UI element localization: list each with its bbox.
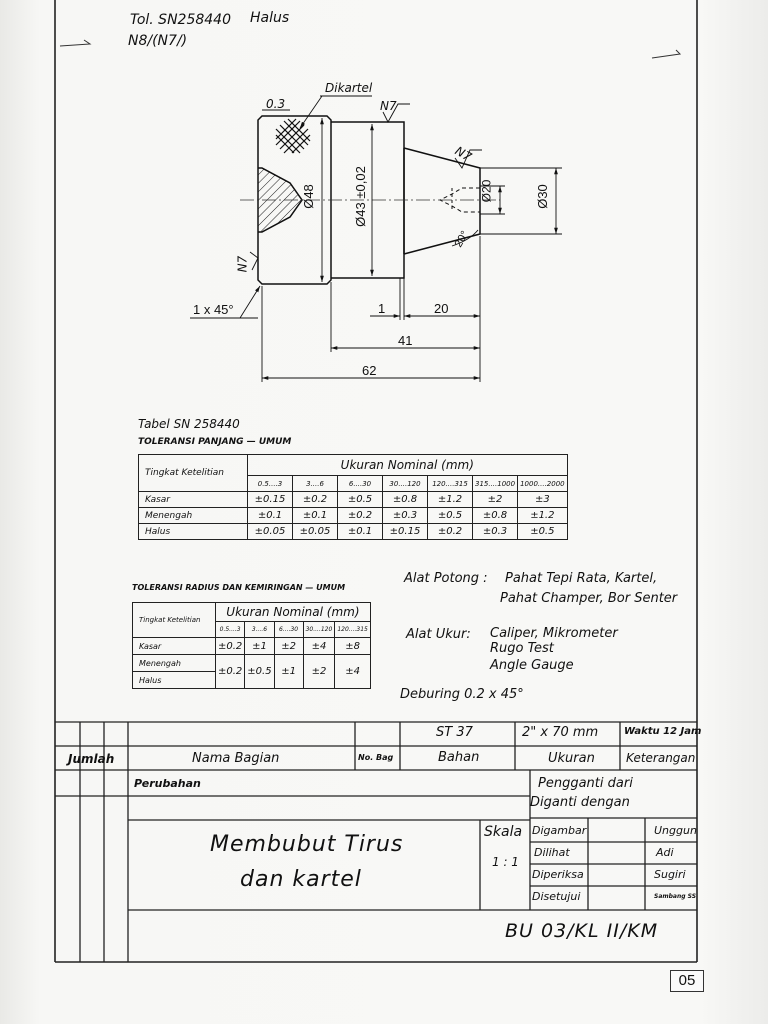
table-cell: ±0.05 — [293, 524, 338, 540]
table-cell: ±2 — [303, 655, 335, 689]
table-cell: ±0.2 — [216, 655, 245, 689]
table-col-header: 120....315 — [335, 622, 371, 638]
table-cell: ±0.3 — [473, 524, 518, 540]
col-nama-bagian: Nama Bagian — [192, 751, 280, 766]
table-row — [133, 638, 371, 655]
table-cell: ±0.2 — [293, 492, 338, 508]
table-cell: ±4 — [335, 655, 371, 689]
surface-mark-n7: N7 — [452, 143, 475, 165]
checked-label: Dilihat — [534, 846, 570, 859]
table-row-label: Menengah — [139, 508, 248, 524]
table-cell: ±0.5 — [518, 524, 568, 540]
table-cell: ±4 — [303, 638, 335, 655]
measuring-tools-3: Angle Gauge — [490, 658, 574, 673]
dim-d43: Ø43 ±0,02 — [352, 166, 368, 227]
scale-label: Skala — [484, 824, 523, 840]
table-cell: ±0.5 — [338, 492, 383, 508]
table-row — [139, 524, 568, 540]
table1-title: Tabel SN 258440 — [138, 417, 240, 431]
table-cell: ±1 — [274, 655, 303, 689]
inspected-name: Sugiri — [654, 868, 686, 881]
dim-chamfer: 1 x 45° — [193, 302, 234, 317]
table-cell: ±0.8 — [383, 492, 428, 508]
table-col-header: 315....1000 — [473, 476, 518, 492]
col-keterangan: Keterangan — [626, 751, 696, 765]
table-cell: ±1 — [245, 638, 274, 655]
table-cell: ±0.3 — [383, 508, 428, 524]
table-col-header: 30....120 — [383, 476, 428, 492]
table-cell: ±0.1 — [293, 508, 338, 524]
dim-d48: Ø48 — [300, 184, 316, 209]
table-cell: ±0.15 — [248, 492, 293, 508]
cutting-tools-label: Alat Potong : — [404, 571, 488, 586]
dim-len-20: 20 — [434, 301, 449, 316]
time-allotted: Waktu 12 Jam — [624, 726, 702, 737]
surface-finish-symbol: N8/(N7/) — [128, 33, 188, 49]
dim-len-62: 62 — [362, 363, 377, 378]
dim-len-1: 1 — [378, 301, 386, 316]
checked-name: Adi — [656, 846, 674, 859]
surface-mark-n7: N7 — [380, 99, 397, 113]
approved-name: Sambang SS — [654, 893, 697, 900]
table-cell: ±0.5 — [428, 508, 473, 524]
table-cell: ±2 — [274, 638, 303, 655]
scale-value: 1 : 1 — [492, 855, 519, 869]
table-cell: ±0.05 — [248, 524, 293, 540]
table-row-label: Kasar — [133, 638, 216, 655]
table-col-header: 3....6 — [293, 476, 338, 492]
table-row-label: Menengah — [133, 655, 216, 672]
cutting-tools-2: Pahat Champer, Bor Senter — [500, 591, 678, 606]
col-bahan: Bahan — [438, 750, 480, 765]
tolerance-class: Halus — [250, 10, 290, 26]
drawing-title-1: Membubut Tirus — [210, 832, 404, 857]
table-row — [139, 492, 568, 508]
measuring-tools-label: Alat Ukur: — [406, 627, 471, 642]
table1-row-header: Tingkat Ketelitian — [139, 455, 248, 492]
table-cell: ±0.2 — [216, 638, 245, 655]
table-cell: ±2 — [473, 492, 518, 508]
table-cell: ±8 — [335, 638, 371, 655]
table-col-header: 3....6 — [245, 622, 274, 638]
replaces-label: Pengganti dari — [538, 776, 633, 791]
tolerance-length-table — [138, 454, 568, 540]
table-row — [139, 508, 568, 524]
surface-mark-n7: N7 — [235, 255, 250, 273]
table-col-header: 0.5....3 — [248, 476, 293, 492]
deburring-note: Deburing 0.2 x 45° — [400, 687, 524, 702]
revisions-label: Perubahan — [134, 777, 201, 790]
table1-group-header: Ukuran Nominal (mm) — [248, 455, 568, 476]
table-row-label: Halus — [139, 524, 248, 540]
table-cell: ±0.8 — [473, 508, 518, 524]
table-cell: ±1.2 — [518, 508, 568, 524]
table-row — [133, 655, 371, 672]
approved-label: Disetujui — [532, 890, 581, 903]
table-cell: ±0.2 — [428, 524, 473, 540]
dim-len-41: 41 — [398, 333, 413, 348]
measuring-tools-2: Rugo Test — [490, 641, 554, 656]
dim-angle: 20° — [452, 229, 472, 250]
table-col-header: 6....30 — [274, 622, 303, 638]
table-row-label: Kasar — [139, 492, 248, 508]
chamfer-note: 0.3 — [266, 97, 286, 111]
table-col-header: 30....120 — [303, 622, 335, 638]
col-ukuran: Ukuran — [548, 751, 595, 766]
tolerance-radius-table — [132, 602, 371, 689]
col-no-bag: No. Bag — [358, 753, 394, 762]
dim-d20: Ø20 — [479, 179, 494, 203]
table-cell: ±0.15 — [383, 524, 428, 540]
table-cell: ±1.2 — [428, 492, 473, 508]
col-jumlah: Jumlah — [68, 752, 115, 766]
inspected-label: Diperiksa — [532, 868, 584, 881]
table-row-label: Halus — [133, 672, 216, 689]
material: ST 37 — [436, 725, 473, 740]
table1-subtitle: TOLERANSI PANJANG — UMUM — [138, 437, 292, 447]
table-col-header: 0.5....3 — [216, 622, 245, 638]
measuring-tools-1: Caliper, Mikrometer — [490, 626, 618, 641]
tolerance-label: Tol. SN258440 — [130, 12, 231, 28]
table-col-header: 120....315 — [428, 476, 473, 492]
dimension-lines — [190, 96, 562, 382]
stock-size: 2" x 70 mm — [522, 725, 599, 740]
page-number: 05 — [670, 970, 704, 992]
table-cell: ±0.2 — [338, 508, 383, 524]
drawing-title-2: dan kartel — [240, 867, 362, 892]
table-col-header: 6....30 — [338, 476, 383, 492]
dim-d30: Ø30 — [534, 184, 550, 209]
knurl-label: Dikartel — [325, 81, 373, 95]
drawn-by-label: Digambar — [532, 824, 587, 837]
table2-row-header: Tingkat Ketelitian — [133, 603, 216, 638]
knurl-pattern — [276, 119, 310, 153]
table2-group-header: Ukuran Nominal (mm) — [216, 603, 371, 622]
table2-title: TOLERANSI RADIUS DAN KEMIRINGAN — UMUM — [132, 583, 346, 592]
drawing-number: BU 03/KL II/KM — [505, 920, 659, 942]
table-cell: ±0.5 — [245, 655, 274, 689]
table-col-header: 1000....2000 — [518, 476, 568, 492]
table-cell: ±0.1 — [248, 508, 293, 524]
drawn-by-name: Unggun — [654, 824, 697, 837]
replaced-by-label: Diganti dengan — [530, 795, 630, 810]
table-cell: ±3 — [518, 492, 568, 508]
cutting-tools-1: Pahat Tepi Rata, Kartel, — [505, 571, 658, 586]
table-cell: ±0.1 — [338, 524, 383, 540]
